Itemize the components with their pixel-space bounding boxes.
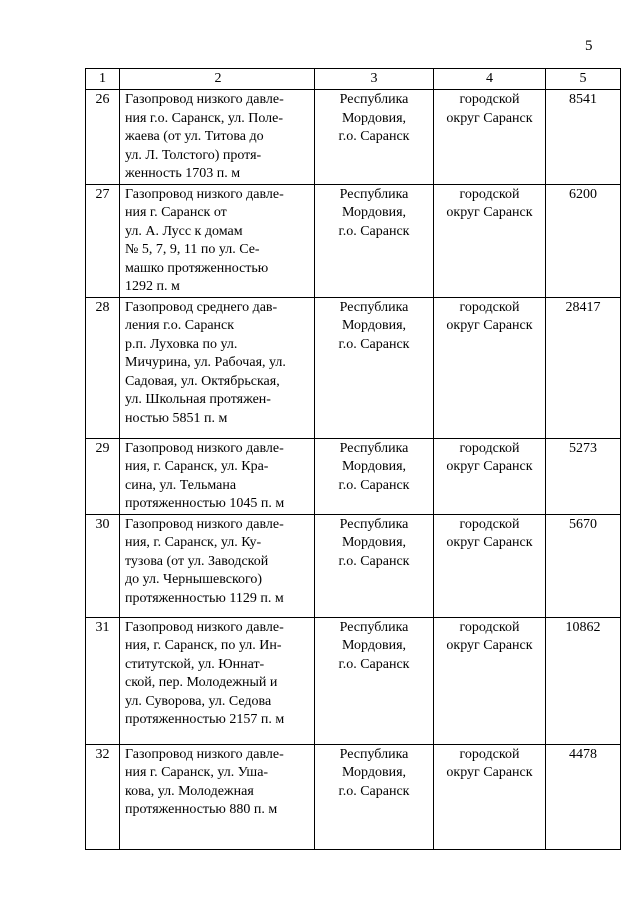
district-text: городской округ Саранск (446, 299, 533, 333)
pipeline-description (120, 514, 315, 617)
row-number-text: 30 (95, 516, 110, 532)
value-text: 10862 (565, 619, 601, 635)
row-number (86, 90, 120, 185)
row-number (86, 617, 120, 744)
row-number-text: 28 (95, 299, 110, 315)
table-row (86, 184, 621, 297)
region-text: Республика Мордовия, г.о. Саранск (338, 186, 410, 239)
table-row (86, 297, 621, 438)
region-cell (315, 297, 434, 438)
value-text: 6200 (569, 186, 597, 202)
region-text: Республика Мордовия, г.о. Саранск (338, 440, 410, 493)
region-text: Республика Мордовия, г.о. Саранск (338, 299, 410, 352)
table-row (86, 90, 621, 185)
value-text: 5670 (569, 516, 597, 532)
row-number-text: 32 (95, 746, 110, 762)
pipeline-description-text: Газопровод низкого давле- ния, г. Саранск, ул. Ку- тузова (от ул. Заводской до ул. Чернышевского) протяженностью 1129 п. м (125, 516, 284, 606)
pipeline-description-text: Газопровод среднего дав- ления г.о. Саранск р.п. Луховка по ул. Мичурина, ул. Рабочая, ул. Садовая, ул. Октябрьская, ул. Школьная протяжен- ностью 5851 п. м (125, 299, 286, 426)
region-cell (315, 90, 434, 185)
table-row (86, 744, 621, 849)
region-text: Республика Мордовия, г.о. Саранск (338, 746, 410, 799)
row-number (86, 184, 120, 297)
page-number: 5 (585, 38, 593, 54)
row-number-text: 29 (95, 440, 110, 456)
table-row (86, 617, 621, 744)
value-cell (546, 617, 621, 744)
row-number-text: 27 (95, 186, 110, 202)
district-text: городской округ Саранск (446, 746, 533, 780)
header-cell-col-1: 1 (86, 69, 120, 90)
pipeline-description (120, 438, 315, 514)
region-cell (315, 438, 434, 514)
district-text: городской округ Саранск (446, 516, 533, 550)
pipeline-description (120, 297, 315, 438)
pipeline-description-text: Газопровод низкого давле- ния, г. Саранск, ул. Кра- сина, ул. Тельмана протяженностью 1045 п. м (125, 440, 285, 511)
district-cell (434, 744, 546, 849)
district-cell (434, 184, 546, 297)
value-cell (546, 297, 621, 438)
district-text: городской округ Саранск (446, 92, 533, 126)
row-number (86, 297, 120, 438)
region-cell (315, 514, 434, 617)
pipeline-description-text: Газопровод низкого давле- ния г.о. Саранск, ул. Поле- жаева (от ул. Титова до ул. Л. Толстого) протя- женность 1703 п. м (125, 92, 284, 181)
row-number (86, 744, 120, 849)
region-text: Республика Мордовия, г.о. Саранск (338, 516, 410, 569)
region-text: Республика Мордовия, г.о. Саранск (338, 92, 410, 144)
value-text: 5273 (569, 440, 597, 456)
value-cell (546, 184, 621, 297)
region-cell (315, 184, 434, 297)
header-cell-col-3: 3 (315, 69, 434, 90)
region-cell (315, 617, 434, 744)
district-cell (434, 297, 546, 438)
district-cell (434, 617, 546, 744)
district-cell (434, 90, 546, 185)
pipeline-description (120, 744, 315, 849)
gas-pipeline-table (85, 68, 621, 850)
value-text: 8541 (569, 92, 597, 107)
value-cell (546, 744, 621, 849)
row-number-text: 31 (95, 619, 110, 635)
district-cell (434, 514, 546, 617)
value-cell (546, 438, 621, 514)
header-cell-col-5: 5 (546, 69, 621, 90)
pipeline-description (120, 90, 315, 185)
district-cell (434, 438, 546, 514)
pipeline-description (120, 184, 315, 297)
row-number (86, 514, 120, 617)
value-text: 28417 (565, 299, 601, 315)
row-number (86, 438, 120, 514)
header-cell-col-4: 4 (434, 69, 546, 90)
pipeline-description-text: Газопровод низкого давле- ния, г. Саранск, по ул. Ин- ститутской, ул. Юннат- ской, пер. Молодежный и ул. Суворова, ул. Седова протяженностью 2157 п. м (125, 619, 285, 727)
table-header-row (86, 69, 621, 90)
value-cell (546, 90, 621, 185)
district-text: городской округ Саранск (446, 186, 533, 220)
region-cell (315, 744, 434, 849)
pipeline-description-text: Газопровод низкого давле- ния г. Саранск от ул. А. Лусс к домам № 5, 7, 9, 11 по ул. Се- машко протяженностью 1292 п. м (125, 186, 284, 294)
value-text: 4478 (569, 746, 597, 762)
value-cell (546, 514, 621, 617)
region-text: Республика Мордовия, г.о. Саранск (338, 619, 410, 672)
table-row (86, 438, 621, 514)
district-text: городской округ Саранск (446, 619, 533, 653)
pipeline-description (120, 617, 315, 744)
row-number-text: 26 (95, 92, 110, 107)
pipeline-description-text: Газопровод низкого давле- ния г. Саранск, ул. Уша- кова, ул. Молодежная протяженностью 880 п. м (125, 746, 284, 817)
header-cell-col-2: 2 (120, 69, 315, 90)
district-text: городской округ Саранск (446, 440, 533, 474)
table-row (86, 514, 621, 617)
